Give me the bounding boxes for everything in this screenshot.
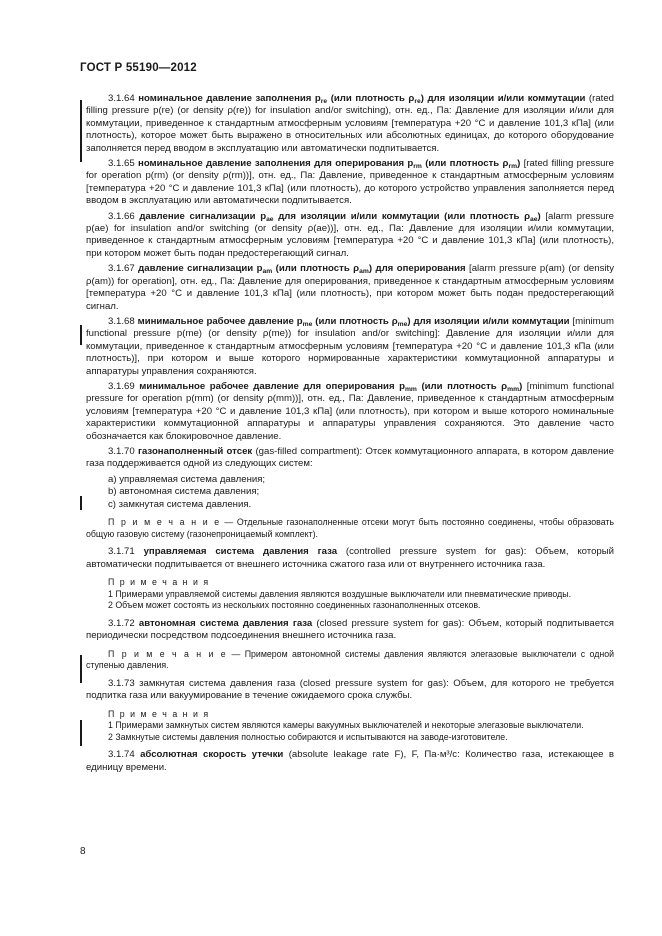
note-item: 2 Объем может состоять из нескольких постоянно соединенных газонаполненных отсеков. xyxy=(108,600,481,611)
list-370 xyxy=(86,474,614,511)
term-entry: 3.1.66 давление сигнализации $p_{ae}$ для изоляции и/или коммутации (или плотность $\rho_{ae}$) [alarm pressure p(ae) for insulation and/or switching (or density ρ(ae))], отн. ед., Па: Давление для изоляции и/или коммутации, приведенное к стандартным атмосферным условиям [температура +20 °С и давление 101,3 кПа] (или плотность), при котором может быть подан предостерегающий сигнал. xyxy=(86,210,614,259)
term-entry: 3.1.64 номинальное давление заполнения $p_{re}$ (или плотность $\rho_{re}$) для изоляции и/или коммутации (rated filling pressure p(re) (or density ρ(re)) for insulation and/or switching), отн. ед., Па: Давление для изоляции и/или для коммутации, приведенное к стандартным атмосферным условиям [температура +20 °С и давление 101,3 кПа] (или плотность), которое может быть выражено в относительных или абсолютных единицах, до которого оборудование заполняется перед вводом в эксплуатацию или автоматически подпитывается. xyxy=(86,93,614,154)
change-bar xyxy=(80,720,82,746)
list-item: b) автономная система давления; xyxy=(108,486,260,498)
term-title: газонаполненный отсек xyxy=(137,445,253,457)
term-title: номинальное давление заполнения для оперирования $p_{rm}$ (или плотность $\rho_{rm}$) xyxy=(138,158,521,171)
term-entry: 3.1.65 номинальное давление заполнения для оперирования $p_{rm}$ (или плотность $\rho_{rm}$) [rated filling pressure for operation p(rm) (or density ρ(rm))], отн. ед., Па: Давление, приведенное к стандартным атмосферным условиям [температура +20 °С и давление 101,3 кПа] (или плотность), до которого устройство управления заполняется перед вводом в эксплуатацию или автоматически подпитывается. xyxy=(86,158,614,207)
note-370: П р и м е ч а н и е — Отдельные газонаполненные отсеки могут быть постоянно соединены, чтобы образовать общую газовую систему (газонепроницаемый комплект). xyxy=(86,517,614,539)
list-item: c) замкнутая система давления. xyxy=(108,498,252,510)
term-entry: 3.1.74 абсолютная скорость утечки (absolute leakage rate F), F, Па·м³/с: Количество газа, истекающее в единицу времени. xyxy=(86,749,614,773)
term-title: давление сигнализации $p_{ae}$ для изоляции и/или коммутации (или плотность $\rho_{ae}$) xyxy=(139,210,541,223)
note-item: 1 Примерами замкнутых систем являются камеры вакуумных выключателей и некоторые элегазовые выключатели. xyxy=(108,720,584,731)
term-entry: 3.1.69 минимальное рабочее давление для оперирования $p_{mm}$ (или плотность $\rho_{mm}$) [minimum functional pressure for operation p(mm) (or density ρ(mm))], отн. ед., Па: Давление, приведенное к стандартным атмосферным условиям [температура +20 °С и давление 101,3 кПа] (или плотность), при котором и выше которого номинальные характеристики коммутационной аппаратуры и аппаратуры управления сохраняются. Это давление часто обозначается как блокировочное давление. xyxy=(86,380,614,442)
change-bar xyxy=(80,496,82,510)
term-entry: 3.1.71 управляемая система давления газа (controlled pressure system for gas): Объем, который автоматически подпитывается от внешнего источника сжатого газа или от внутреннего источника газа. xyxy=(86,546,615,570)
change-bar xyxy=(80,325,82,345)
term-title: номинальное давление заполнения $p_{re}$ (или плотность $\rho_{re}$) для изоляции и/или коммутации xyxy=(138,93,586,105)
term-entry: 3.1.70 газонаполненный отсек (gas-filled compartment): Отсек коммутационного аппарата, в котором давление газа поддерживается одной из следующих систем: xyxy=(86,445,614,470)
change-bar xyxy=(80,655,82,683)
document-header: ГОСТ Р 55190—2012 xyxy=(80,62,197,74)
list-item: a) управляемая система давления; xyxy=(108,473,266,485)
term-entries xyxy=(86,93,614,471)
term-entry: 3.1.72 автономная система давления газа (closed pressure system for gas): Объем, который подпитывается периодически посредством подсоединения внешнего источника газа. xyxy=(86,617,614,642)
notes-title: П р и м е ч а н и я xyxy=(108,708,210,719)
page-number: 8 xyxy=(80,846,86,857)
note-item: 2 Замкнутые системы давления полностью собираются и испытываются на заводе-изготовителе. xyxy=(108,731,508,742)
term-entry: 3.1.73 замкнутая система давления газа (closed pressure system for gas): Объем, для которого не требуется подпитка газа или вакуумирование в течение ожидаемого срока службы. xyxy=(86,677,614,702)
change-bar xyxy=(80,100,82,162)
document-body xyxy=(86,93,614,777)
term-title: минимальное рабочее давление $p_{me}$ (или плотность $\rho_{me}$) для изоляции и/или коммутации xyxy=(137,315,570,328)
term-title: давление сигнализации $p_{am}$ (или плотность $\rho_{am}$) для оперирования xyxy=(138,263,466,276)
note-372: П р и м е ч а н и е — Примером автономной системы давления являются элегазовые выключатели с одной ступенью давления. xyxy=(86,648,614,671)
term-entry: 3.1.68 минимальное рабочее давление $p_{me}$ (или плотность $\rho_{me}$) для изоляции и/или коммутации [minimum functional pressure p(me) (or density ρ(me)) for insulation and/or switching]: Давление для изоляции и/или для коммутации, приведенное к стандартным атмосферным условиям [температура +20 °С и давление 101,3 кПа (или плотность)], при котором и выше которого нормированные характеристики коммутационной аппаратуры и аппаратуры управления сохраняются. xyxy=(86,315,614,377)
term-title: минимальное рабочее давление для оперирования $p_{mm}$ (или плотность $\rho_{mm}$) xyxy=(139,380,523,393)
term-entry: 3.1.67 давление сигнализации $p_{am}$ (или плотность $\rho_{am}$) для оперирования [alarm pressure p(am) (or density ρ(am)) for operation], отн. ед., Па: Давление для оперирования, приведенное к стандартным атмосферным условиям [температура +20 °С и давление 101,3 кПа] (или плотность), при котором может быть подан предостерегающий сигнал. xyxy=(86,263,614,312)
notes-title: П р и м е ч а н и я xyxy=(108,577,210,587)
note-item: 1 Примерами управляемой системы давления являются воздушные выключатели или пневматические приводы. xyxy=(108,588,572,599)
